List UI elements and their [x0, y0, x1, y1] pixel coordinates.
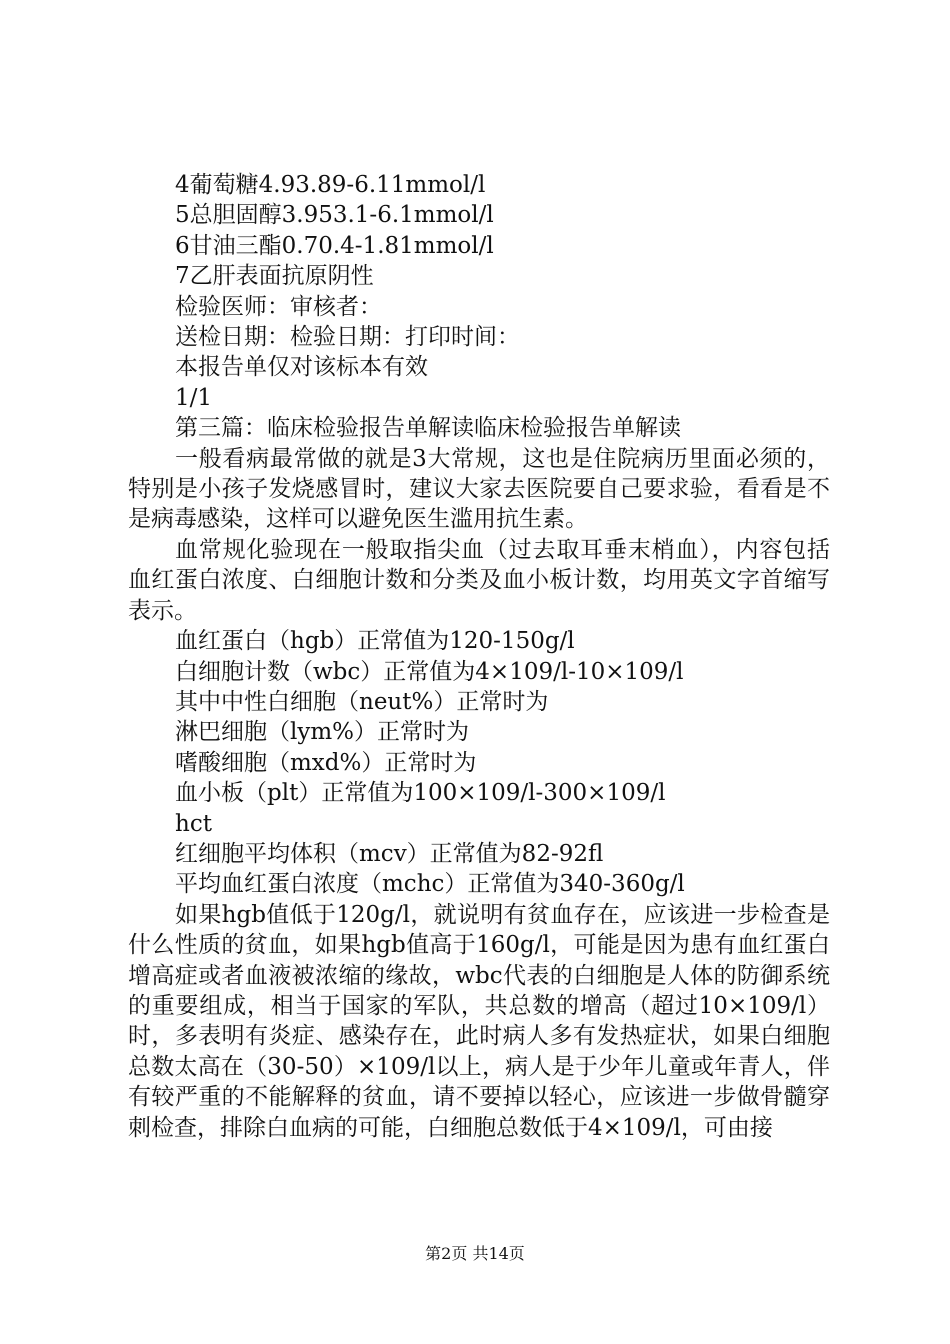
doctor-reviewer-line: 检验医师：审核者： — [175, 293, 382, 320]
hgb-line: 血红蛋白（hgb）正常值为120-150g/l — [175, 628, 575, 655]
mchc-line: 平均血红蛋白浓度（mchc）正常值为340-360g/l — [175, 871, 685, 898]
mxd-line: 嗜酸细胞（mxd%）正常时为 — [175, 749, 477, 776]
hbsag-line: 7乙肝表面抗原阴性 — [175, 263, 374, 290]
triglyceride-line: 6甘油三酯0.70.4-1.81mmol/l — [175, 232, 494, 259]
wbc-line: 白细胞计数（wbc）正常值为4×109/l-10×109/l — [175, 658, 684, 685]
page-content — [128, 170, 830, 1143]
paragraph-interpretation: 如果hgb值低于120g/l，就说明有贫血存在，应该进一步检查是什么性质的贫血，如果hgb值高于160g/l，可能是因为患有血红蛋白增高症或者血液被浓缩的缘故，wbc代表的白细胞是人体的防御系统的重要组成，相当于国家的军队，共总数的增高（超过10×109/l）时，多表明有炎症、感染存在，此时病人多有发热症状，如果白细胞总数太高在（30-50）×109/l以上，病人是于少年儿童或年青人，伴有较严重的不能解释的贫血，请不要掉以轻心，应该进一步做骨髓穿刺检查，排除白血病的可能，白细胞总数低于4×109/l，可由接 — [128, 901, 830, 1141]
glucose-line: 4葡萄糖4.93.89-6.11mmol/l — [175, 172, 486, 198]
validity-note: 本报告单仅对该标本有效 — [175, 354, 428, 381]
page-footer: 第2页 共14页 — [425, 1244, 525, 1263]
paragraph-blood-routine: 血常规化验现在一般取指尖血（过去取耳垂末梢血），内容包括血红蛋白浓度、白细胞计数和分类及血小板计数，均用英文字首缩写表示。 — [128, 536, 830, 624]
section-title: 第三篇：临床检验报告单解读临床检验报告单解读 — [175, 415, 681, 442]
cholesterol-line: 5总胆固醇3.953.1-6.1mmol/l — [175, 202, 494, 229]
dates-line: 送检日期：检验日期：打印时间： — [175, 324, 520, 351]
plt-line: 血小板（plt）正常值为100×109/l-300×109/l — [175, 780, 666, 807]
neut-line: 其中中性白细胞（neut%）正常时为 — [175, 688, 549, 715]
paragraph-intro: 一般看病最常做的就是3大常规，这也是住院病历里面必须的，特别是小孩子发烧感冒时，建议大家去医院要自己要求验，看看是不是病毒感染，这样可以避免医生滥用抗生素。 — [128, 445, 830, 533]
inner-page-number: 1/1 — [175, 384, 213, 411]
mcv-line: 红细胞平均体积（mcv）正常值为82-92fl — [175, 840, 604, 867]
hct-line: hct — [175, 810, 212, 837]
lym-line: 淋巴细胞（lym%）正常时为 — [175, 719, 470, 746]
